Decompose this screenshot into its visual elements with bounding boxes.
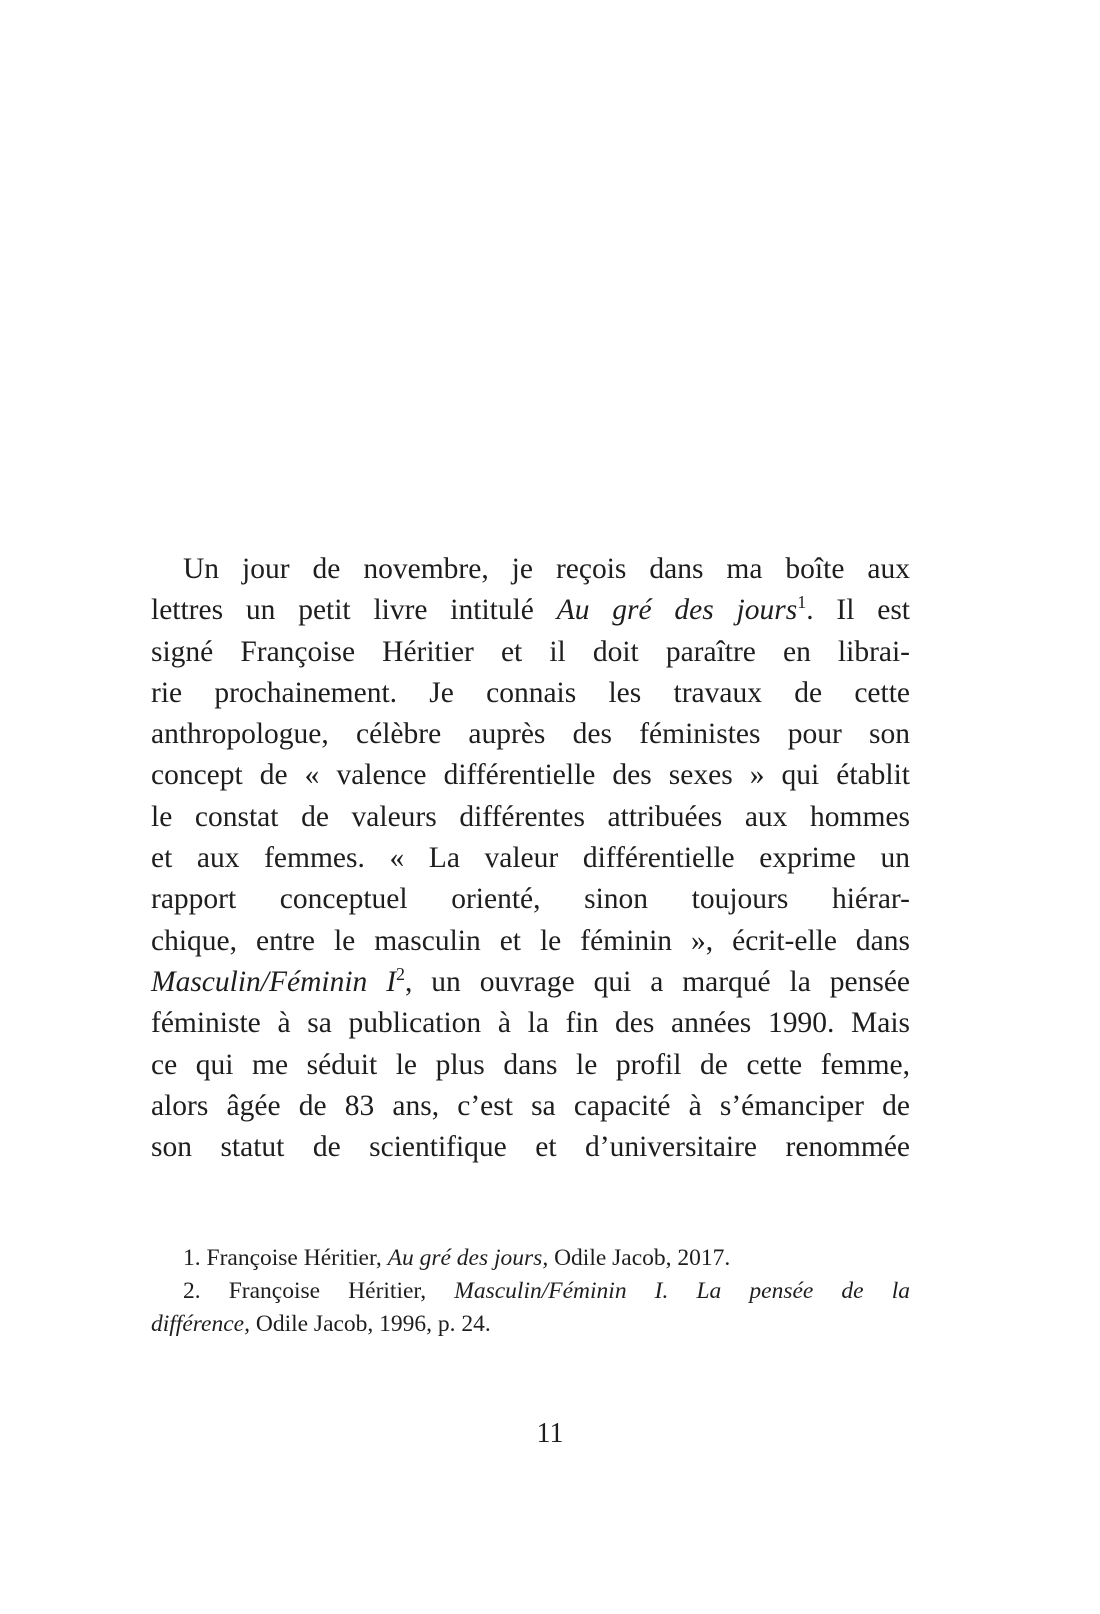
text-run: Odile Jacob, 1996, p. 24. [249,1311,491,1337]
italic-text: Masculin/Féminin I. La pensée de la [454,1278,910,1304]
text-run: féministe à sa publication à la fin des années 1990. Mais [151,1007,910,1040]
footnote-line [151,1242,910,1275]
footnote-reference: 1 [797,592,807,613]
text-run: le constat de valeurs différentes attribuées aux hommes [151,800,910,833]
body-paragraph [151,549,910,1168]
paragraph-line [151,755,910,796]
paragraph-line [151,921,910,962]
text-run: lettres un petit livre intitulé [151,594,557,627]
paragraph-line [151,590,910,631]
paragraph-line [151,797,910,838]
text-run: . Il est [806,594,911,627]
page-number: 11 [536,1418,564,1449]
text-run: , un ouvrage qui a marqué la pensée [405,965,911,998]
text-run: 2. Françoise Héritier, [183,1278,455,1304]
footnote-line [151,1275,910,1308]
italic-text: Masculin/Féminin I [151,965,397,998]
text-run: son statut de scientifique et d’universitaire renommée [151,1131,910,1164]
text-run: concept de « valence différentielle des sexes » qui établit [151,759,910,792]
paragraph-line [151,714,910,755]
text-run: Odile Jacob, 2017. [548,1245,731,1271]
paragraph-line [151,1086,910,1127]
text-run: signé Françoise Héritier et il doit paraître en librai- [151,635,910,668]
paragraph-line [151,1127,910,1168]
text-run: 1. Françoise Héritier, [183,1245,388,1271]
paragraph-line [151,1045,910,1086]
text-run: ce qui me séduit le plus dans le profil de cette femme, [151,1048,910,1081]
italic-text: Au gré des jours [556,594,798,627]
footnotes [151,1242,910,1341]
text-run: rie prochainement. Je connais les travaux de cette [151,676,910,709]
footnote-line [151,1308,910,1341]
paragraph-line [151,962,910,1003]
text-run: Un jour de novembre, je reçois dans ma boîte aux [183,553,910,585]
footnote-reference: 2 [396,963,406,984]
italic-text: Au gré des jours, [387,1245,549,1271]
paragraph-line [151,632,910,673]
italic-text: différence, [151,1311,250,1337]
text-run: anthropologue, célèbre auprès des féministes pour son [151,718,910,751]
paragraph-line [151,879,910,920]
text-run: rapport conceptuel orienté, sinon toujours hiérar- [151,883,910,916]
text-run: chique, entre le masculin et le féminin », écrit-elle dans [151,924,910,957]
text-run: et aux femmes. « La valeur différentielle exprime un [151,842,910,875]
paragraph-line [151,838,910,879]
text-run: alors âgée de 83 ans, c’est sa capacité à s’émanciper de [151,1089,910,1122]
paragraph-line [151,673,910,714]
paragraph-line [151,1003,910,1044]
paragraph-line [151,549,910,590]
